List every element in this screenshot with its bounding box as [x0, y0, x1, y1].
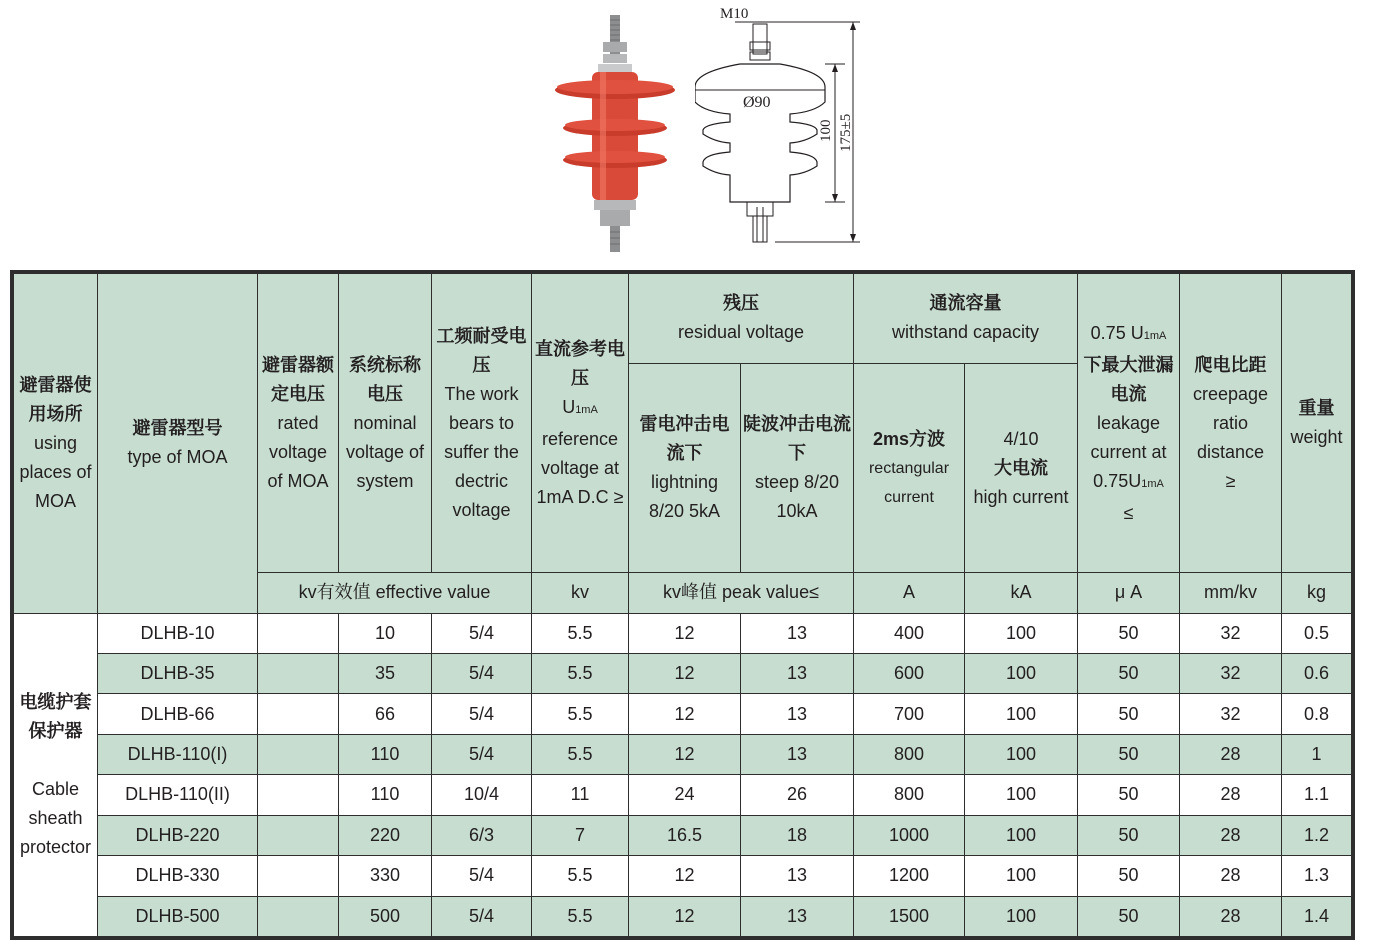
header-leakage: 0.75 U1mA 下最大泄漏电流 leakage current at 0.75U1mA ≤ — [1078, 274, 1180, 573]
cell-rect: 800 — [854, 734, 965, 774]
cell-rect: 700 — [854, 694, 965, 734]
cell-leakage: 50 — [1078, 775, 1180, 815]
header-capacity: 通流容量 withstand capacity — [854, 274, 1078, 364]
cell-lightning: 12 — [629, 613, 741, 653]
inner-height-label: 100 — [818, 119, 834, 142]
total-height-label: 175±5 — [838, 113, 854, 152]
cell-creepage: 28 — [1180, 734, 1282, 774]
cell-type: DLHB-110(I) — [98, 734, 258, 774]
cell-weight: 1.2 — [1282, 815, 1352, 855]
header-lightning: 雷电冲击电流下 lightning 8/20 5kA — [629, 363, 741, 572]
table-row — [14, 613, 1352, 653]
cell-weight: 0.5 — [1282, 613, 1352, 653]
cell-type: DLHB-220 — [98, 815, 258, 855]
cell-leakage: 50 — [1078, 734, 1180, 774]
unit-kg: kg — [1282, 573, 1352, 613]
cell-type: DLHB-500 — [98, 896, 258, 936]
cell-reference: 5.5 — [532, 856, 629, 896]
cell-rect: 1500 — [854, 896, 965, 936]
cell-weight: 0.6 — [1282, 653, 1352, 693]
cell-high: 100 — [965, 775, 1078, 815]
cell-type: DLHB-330 — [98, 856, 258, 896]
cell-lightning: 12 — [629, 694, 741, 734]
cell-high: 100 — [965, 613, 1078, 653]
cell-rated — [258, 896, 339, 936]
table-row — [14, 856, 1352, 896]
header-steep: 陡波冲击电流下 steep 8/20 10kA — [741, 363, 854, 572]
cell-lightning: 12 — [629, 734, 741, 774]
unit-peak: kv峰值 peak value≤ — [629, 573, 854, 613]
cell-leakage: 50 — [1078, 856, 1180, 896]
cell-weight: 1 — [1282, 734, 1352, 774]
cell-weight: 1.1 — [1282, 775, 1352, 815]
cell-rect: 800 — [854, 775, 965, 815]
cell-withstand: 5/4 — [432, 896, 532, 936]
cell-nominal: 110 — [339, 734, 432, 774]
cell-type: DLHB-10 — [98, 613, 258, 653]
cell-type: DLHB-110(II) — [98, 775, 258, 815]
cell-high: 100 — [965, 694, 1078, 734]
cell-high: 100 — [965, 856, 1078, 896]
unit-mmkv: mm/kv — [1180, 573, 1282, 613]
cell-reference: 5.5 — [532, 653, 629, 693]
cell-rated — [258, 694, 339, 734]
table-row — [14, 653, 1352, 693]
cell-lightning: 12 — [629, 653, 741, 693]
cell-rated — [258, 856, 339, 896]
unit-effective: kv有效值 effective value — [258, 573, 532, 613]
cell-nominal: 35 — [339, 653, 432, 693]
cell-lightning: 24 — [629, 775, 741, 815]
place-cable-sheath: 电缆护套保护器 Cable sheath protector — [14, 613, 98, 936]
cell-leakage: 50 — [1078, 815, 1180, 855]
header-high: 4/10 大电流 high current — [965, 363, 1078, 572]
cell-rect: 400 — [854, 613, 965, 653]
cell-rated — [258, 734, 339, 774]
cell-weight: 0.8 — [1282, 694, 1352, 734]
diameter-label: Ø90 — [743, 94, 771, 111]
cell-nominal: 500 — [339, 896, 432, 936]
cell-steep: 13 — [741, 694, 854, 734]
header-nominal: 系统标称电压 nominal voltage of system — [339, 274, 432, 573]
cell-high: 100 — [965, 653, 1078, 693]
cell-nominal: 220 — [339, 815, 432, 855]
cell-rated — [258, 815, 339, 855]
header-type: 避雷器型号 type of MOA — [98, 274, 258, 614]
header-place: 避雷器使用场所 using places of MOA — [14, 274, 98, 614]
header-withstand: 工频耐受电压 The work bears to suffer the dectric voltage — [432, 274, 532, 573]
unit-kv: kv — [532, 573, 629, 613]
cell-leakage: 50 — [1078, 694, 1180, 734]
cell-reference: 5.5 — [532, 694, 629, 734]
cell-high: 100 — [965, 815, 1078, 855]
cell-type: DLHB-35 — [98, 653, 258, 693]
cell-lightning: 12 — [629, 856, 741, 896]
cell-steep: 13 — [741, 896, 854, 936]
cell-creepage: 28 — [1180, 815, 1282, 855]
cell-steep: 13 — [741, 653, 854, 693]
cell-leakage: 50 — [1078, 613, 1180, 653]
cell-creepage: 28 — [1180, 896, 1282, 936]
cell-steep: 13 — [741, 734, 854, 774]
cell-nominal: 10 — [339, 613, 432, 653]
cell-weight: 1.3 — [1282, 856, 1352, 896]
product-photo — [548, 10, 698, 255]
cell-withstand: 6/3 — [432, 815, 532, 855]
cell-steep: 26 — [741, 775, 854, 815]
cell-high: 100 — [965, 734, 1078, 774]
cell-lightning: 16.5 — [629, 815, 741, 855]
cell-reference: 5.5 — [532, 613, 629, 653]
thread-label: M10 — [720, 6, 749, 22]
cell-reference: 5.5 — [532, 734, 629, 774]
cell-weight: 1.4 — [1282, 896, 1352, 936]
cell-withstand: 10/4 — [432, 775, 532, 815]
header-rated: 避雷器额定电压 rated voltage of MOA — [258, 274, 339, 573]
cell-steep: 13 — [741, 856, 854, 896]
header-rect: 2ms方波 rectangular current — [854, 363, 965, 572]
cell-steep: 18 — [741, 815, 854, 855]
cell-creepage: 28 — [1180, 775, 1282, 815]
cell-nominal: 66 — [339, 694, 432, 734]
unit-ua: μ A — [1078, 573, 1180, 613]
header-creepage: 爬电比距 creepage ratio distance ≥ — [1180, 274, 1282, 573]
cell-withstand: 5/4 — [432, 734, 532, 774]
cell-creepage: 32 — [1180, 613, 1282, 653]
cell-leakage: 50 — [1078, 653, 1180, 693]
unit-ka: kA — [965, 573, 1078, 613]
cell-reference: 7 — [532, 815, 629, 855]
cell-withstand: 5/4 — [432, 856, 532, 896]
header-residual: 残压 residual voltage — [629, 274, 854, 364]
cell-creepage: 32 — [1180, 653, 1282, 693]
cell-rated — [258, 613, 339, 653]
cell-rect: 600 — [854, 653, 965, 693]
cell-withstand: 5/4 — [432, 653, 532, 693]
cell-steep: 13 — [741, 613, 854, 653]
cell-reference: 5.5 — [532, 896, 629, 936]
cell-high: 100 — [965, 896, 1078, 936]
header-reference: 直流参考电压 U1mA reference voltage at 1mA D.C ≥ — [532, 274, 629, 573]
cell-withstand: 5/4 — [432, 694, 532, 734]
spec-table — [13, 273, 1352, 937]
unit-a: A — [854, 573, 965, 613]
cell-rect: 1000 — [854, 815, 965, 855]
cell-leakage: 50 — [1078, 896, 1180, 936]
cell-nominal: 330 — [339, 856, 432, 896]
cell-rect: 1200 — [854, 856, 965, 896]
table-row — [14, 694, 1352, 734]
table-row — [14, 896, 1352, 936]
header-weight: 重量 weight — [1282, 274, 1352, 573]
cell-creepage: 32 — [1180, 694, 1282, 734]
table-row — [14, 734, 1352, 774]
cell-type: DLHB-66 — [98, 694, 258, 734]
cell-reference: 11 — [532, 775, 629, 815]
table-row — [14, 815, 1352, 855]
table-row — [14, 775, 1352, 815]
cell-nominal: 110 — [339, 775, 432, 815]
cell-withstand: 5/4 — [432, 613, 532, 653]
cell-rated — [258, 775, 339, 815]
cell-rated — [258, 653, 339, 693]
cell-creepage: 28 — [1180, 856, 1282, 896]
cell-lightning: 12 — [629, 896, 741, 936]
technical-drawing — [695, 2, 870, 257]
